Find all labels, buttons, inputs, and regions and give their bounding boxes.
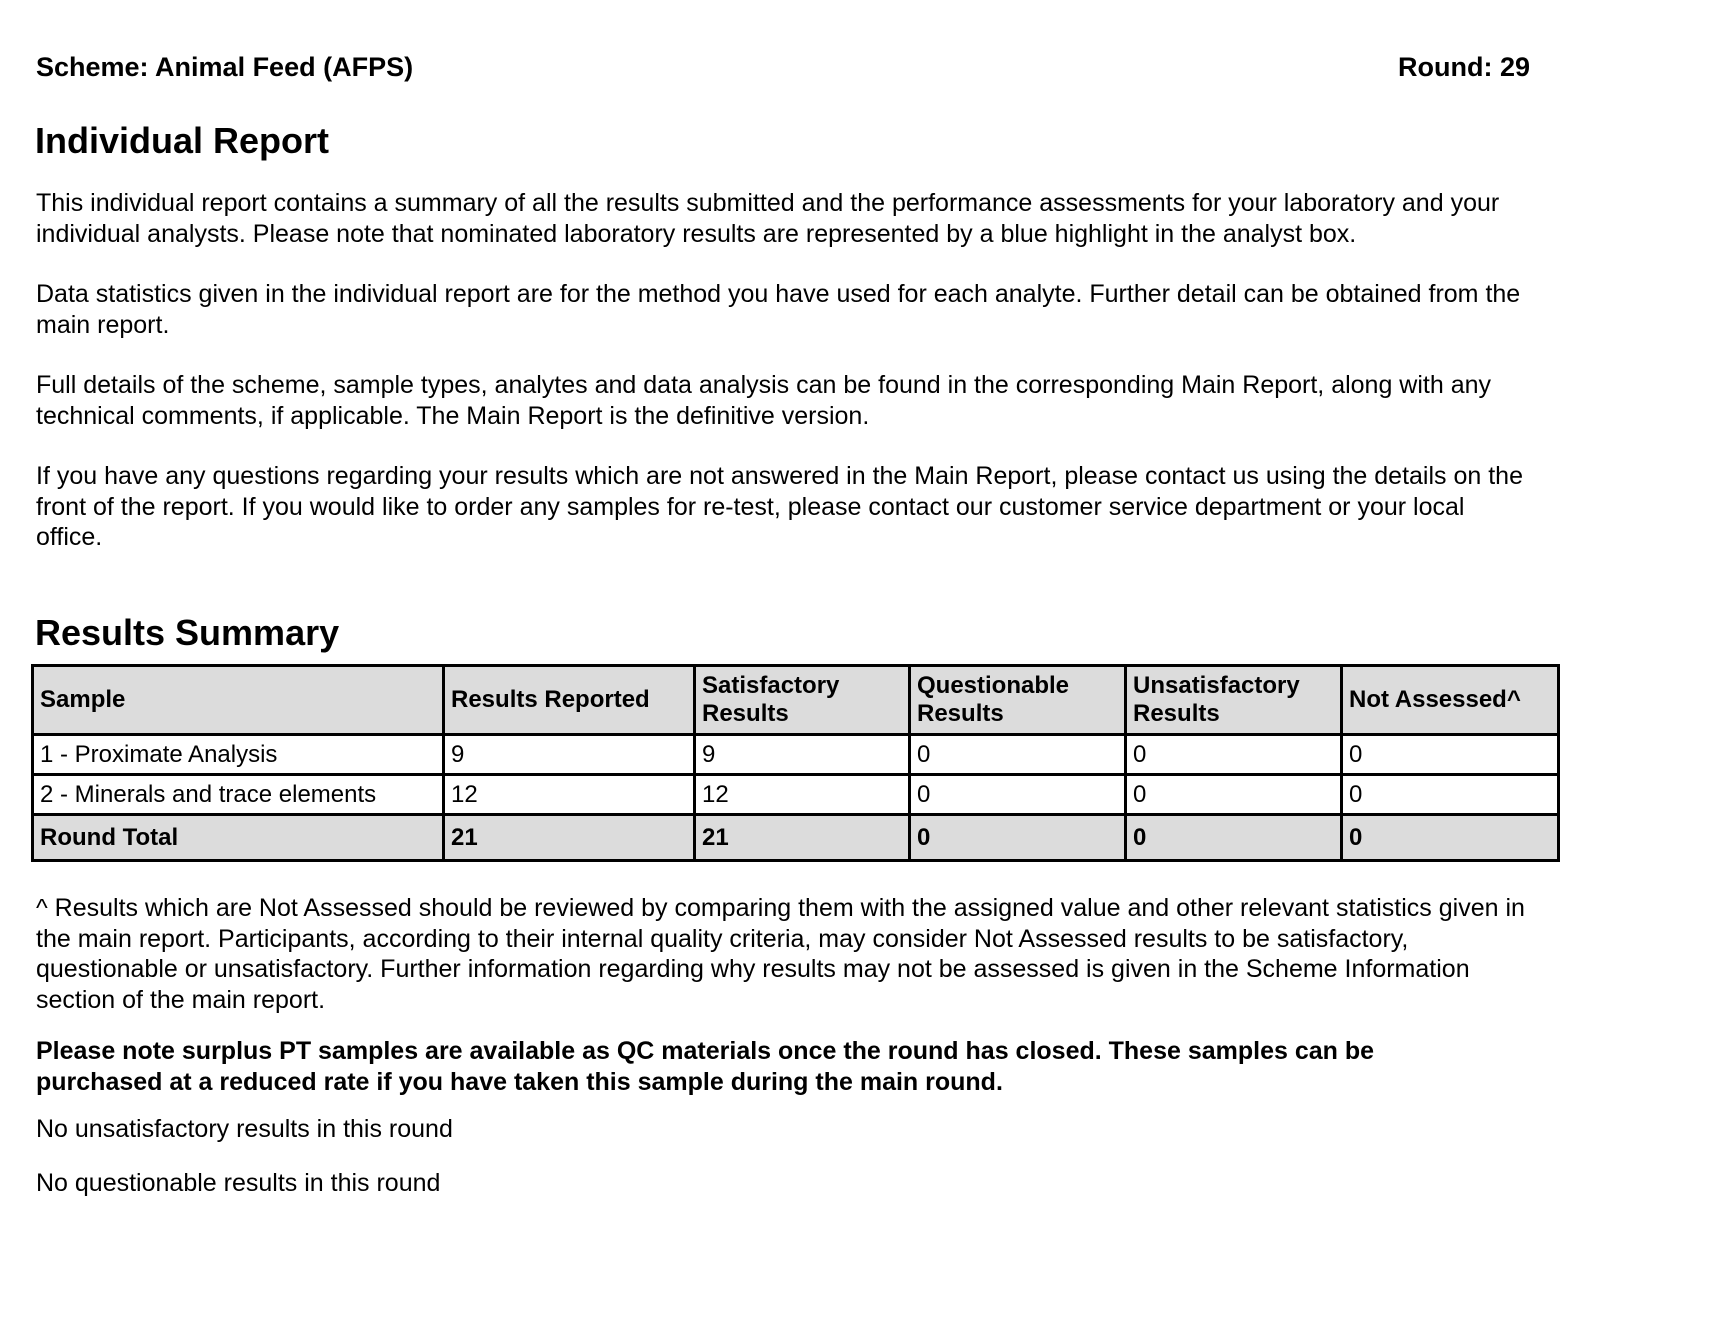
cell-total-results-reported: 21: [444, 815, 695, 861]
cell-not-assessed: 0: [1342, 775, 1559, 815]
cell-total-unsatisfactory: 0: [1126, 815, 1342, 861]
page-title: Individual Report: [35, 120, 330, 161]
intro-paragraph-1: This individual report contains a summary of all the results submitted and the performance assessments for your laboratory and your individual analysts. Please note that nominated laboratory results are represented by a blue highlight in the analyst box.: [36, 189, 1500, 248]
intro-paragraph-3: Full details of the scheme, sample types, analytes and data analysis can be found in the corresponding Main Report, along with any technical comments, if applicable. The Main Report is the definitive version.: [36, 371, 1492, 430]
cell-satisfactory: 9: [695, 735, 910, 775]
cell-satisfactory: 12: [695, 775, 910, 815]
cell-sample: 1 - Proximate Analysis: [33, 735, 444, 775]
column-header-questionable: Questionable Results: [910, 666, 1126, 735]
column-header-results-reported: Results Reported: [444, 666, 695, 735]
cell-unsatisfactory: 0: [1126, 775, 1342, 815]
column-header-unsatisfactory: Unsatisfactory Results: [1126, 666, 1342, 735]
table-row: [33, 775, 1559, 815]
cell-results-reported: 12: [444, 775, 695, 815]
cell-unsatisfactory: 0: [1126, 735, 1342, 775]
cell-questionable: 0: [910, 775, 1126, 815]
round-label: Round: 29: [1398, 52, 1530, 82]
not-assessed-footnote: ^ Results which are Not Assessed should be reviewed by comparing them with the assigned value and other relevant statistics given in the main report. Participants, according to their internal quality criteria, may consider Not Assessed results to be satisfactory, questionable or unsatisfactory. Further information regarding why results may not be assessed is given in the Scheme Information section of the main report.: [36, 894, 1525, 1014]
cell-total-questionable: 0: [910, 815, 1126, 861]
cell-total-not-assessed: 0: [1342, 815, 1559, 861]
cell-total-satisfactory: 21: [695, 815, 910, 861]
table-row: [33, 735, 1559, 775]
qc-materials-note: Please note surplus PT samples are available as QC materials once the round has closed. These samples can be purchased at a reduced rate if you have taken this sample during the main round.: [36, 1037, 1375, 1096]
results-summary-table: [31, 664, 1560, 862]
column-header-satisfactory: Satisfactory Results: [695, 666, 910, 735]
table-total-row: [33, 815, 1559, 861]
table-header-row: [33, 666, 1559, 735]
scheme-label: Scheme: Animal Feed (AFPS): [36, 52, 414, 82]
cell-results-reported: 9: [444, 735, 695, 775]
intro-paragraph-4: If you have any questions regarding your results which are not answered in the Main Report, please contact us using the details on the front of the report. If you would like to order any samples for re-test, please contact our customer service department or your local office.: [36, 462, 1523, 551]
intro-paragraph-2: Data statistics given in the individual report are for the method you have used for each analyte. Further detail can be obtained from the main report.: [36, 280, 1521, 339]
cell-questionable: 0: [910, 735, 1126, 775]
status-unsatisfactory: No unsatisfactory results in this round: [36, 1115, 453, 1143]
results-summary-title: Results Summary: [35, 612, 340, 653]
status-questionable: No questionable results in this round: [36, 1169, 441, 1197]
column-header-not-assessed: Not Assessed^: [1342, 666, 1559, 735]
cell-total-label: Round Total: [33, 815, 444, 861]
cell-sample: 2 - Minerals and trace elements: [33, 775, 444, 815]
column-header-sample: Sample: [33, 666, 444, 735]
cell-not-assessed: 0: [1342, 735, 1559, 775]
